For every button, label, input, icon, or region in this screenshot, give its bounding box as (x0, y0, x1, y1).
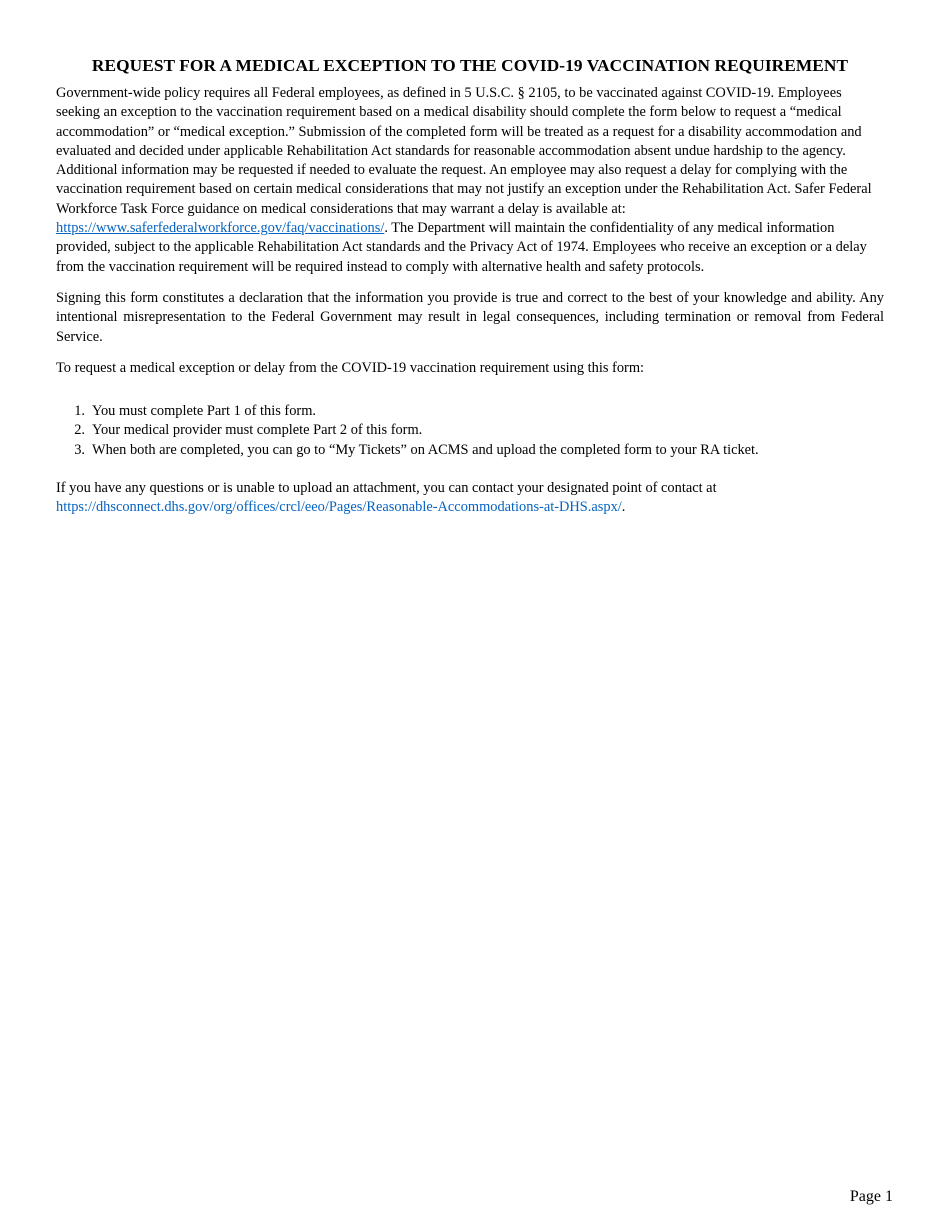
steps-list (56, 402, 884, 460)
contact-trailing: . (621, 499, 626, 516)
document-title: REQUEST FOR A MEDICAL EXCEPTION TO THE COVID-19 VACCINATION REQUIREMENT (91, 56, 849, 75)
list-item (56, 441, 884, 460)
document-page (56, 56, 884, 530)
contact-text: If you have any questions or is unable to upload an attachment, you can contact your designated point of contact at (56, 480, 717, 497)
step-text: When both are completed, you can go to “My Tickets” on ACMS and upload the completed form to your RA ticket. (92, 441, 759, 458)
safer-federal-workforce-link[interactable]: https://www.saferfederalworkforce.gov/faq/vaccinations/ (56, 220, 385, 237)
page-number: Page 1 (849, 1188, 893, 1205)
step-number: 2. (74, 422, 85, 439)
step-text: Your medical provider must complete Part 2 of this form. (92, 422, 423, 439)
intro-paragraph (56, 84, 884, 277)
step-number: 1. (74, 403, 85, 420)
declaration-paragraph: Signing this form constitutes a declaration that the information you provide is true and correct to the best of your knowledge and ability. Any intentional misrepresentation to the Federal Government may result in legal consequences, including termination or removal from Federal Service. (56, 289, 884, 345)
dhs-reasonable-accommodations-link[interactable]: https://dhsconnect.dhs.gov/org/offices/crcl/eeo/Pages/Reasonable-Accommodations-at-DHS.aspx/ (56, 499, 622, 516)
intro-text-before-link: Government-wide policy requires all Federal employees, as defined in 5 U.S.C. § 2105, to be vaccinated against COVID-19. Employees seeking an exception to the vaccination requirement based on a medical disability should complete the form below to request a “medical accommodation” or “medical exception.” Submission of the completed form will be treated as a request for a disability accommodation and evaluated and decided under applicable Rehabilitation Act standards for reasonable accommodation absent undue hardship to the agency. Additional information may be requested if needed to evaluate the request. An employee may also request a delay for complying with the vaccination requirement based on certain medical considerations that may not justify an exception under the Rehabilitation Act. Safer Federal Workforce Task Force guidance on medical considerations that may warrant a delay is available at: (56, 85, 872, 217)
contact-paragraph (56, 479, 884, 518)
list-item (56, 402, 884, 421)
step-text: You must complete Part 1 of this form. (92, 403, 316, 420)
intro-text-after-link: . The Department will maintain the confidentiality of any medical information provided, subject to the applicable Rehabilitation Act standards and the Privacy Act of 1974. Employees who receive an exception or a delay from the vaccination requirement will be required instead to comply with alternative health and safety protocols. (56, 220, 867, 275)
step-number: 3. (74, 441, 85, 458)
instructions-lead: To request a medical exception or delay from the COVID-19 vaccination requirement using this form: (56, 359, 645, 376)
list-item (56, 421, 884, 440)
